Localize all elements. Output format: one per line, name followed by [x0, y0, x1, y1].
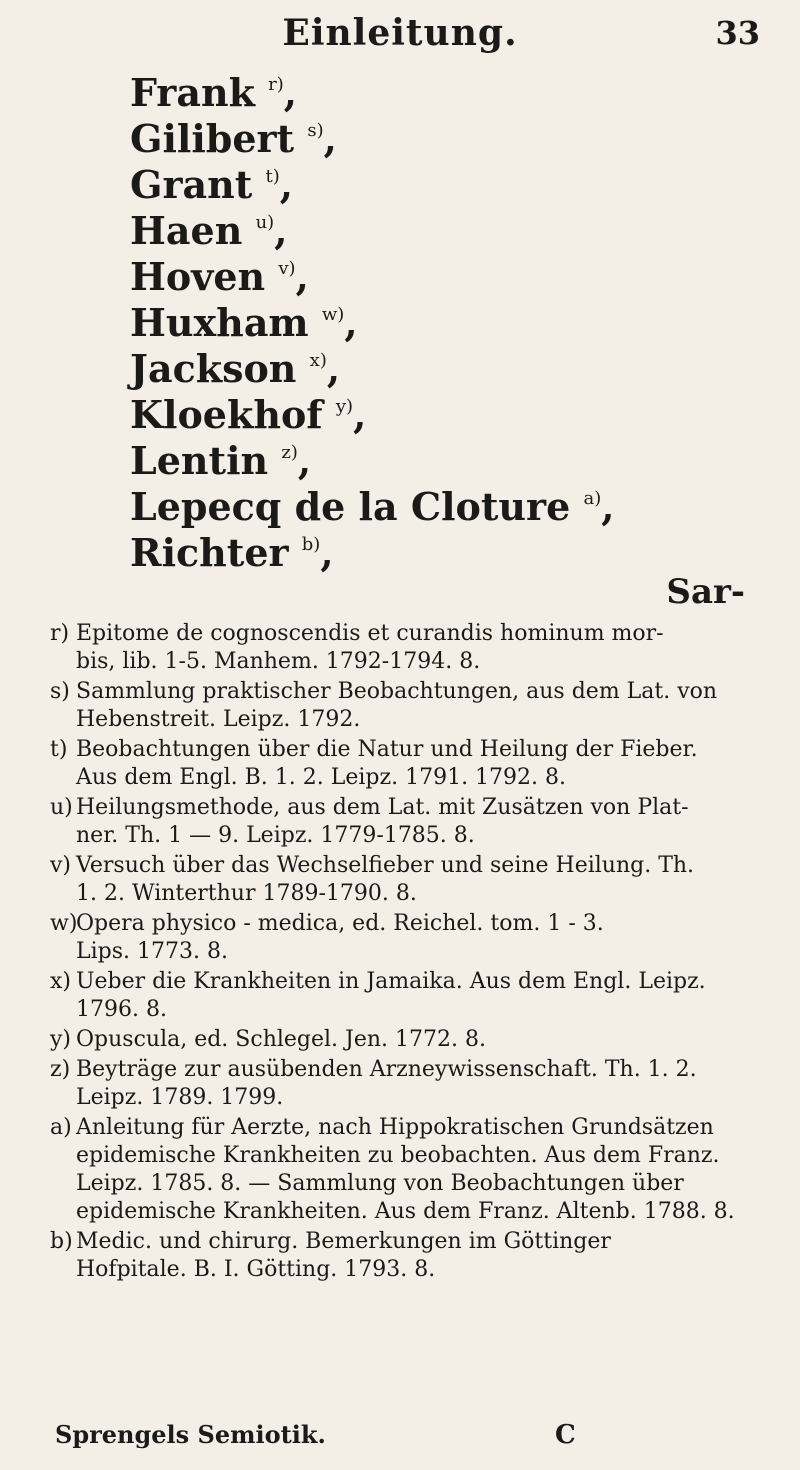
author-name: Grant $^{t)}$,: [130, 162, 294, 207]
signature-mark: C: [555, 1420, 576, 1450]
author-name: Lepecq de la Cloture $^{a)}$,: [130, 484, 615, 529]
author-name: Lentin $^{z)}$,: [130, 438, 312, 483]
signature-line: Sprengels Semiotik.: [55, 1420, 326, 1449]
author-name: Hoven $^{v)}$,: [130, 254, 309, 299]
author-name: Kloekhof $^{y)}$,: [130, 392, 367, 437]
author-name: Gilibert $^{s)}$,: [130, 116, 337, 161]
author-name: Jackson $^{x)}$,: [130, 346, 341, 391]
author-name: Haen $^{u)}$,: [130, 208, 288, 253]
footnotes: [50, 620, 770, 1286]
running-title: Einleitung.: [282, 12, 518, 54]
page-number: 33: [715, 14, 760, 52]
footnote: u) Heilungsmethode, aus dem Lat. mit Zusätzen von Plat- ner. Th. 1 — 9. Leipz. 1779-1785. 8.: [50, 795, 689, 848]
footnote: z) Beyträge zur ausübenden Arzneywissenschaft. Th. 1. 2. Leipz. 1789. 1799.: [50, 1057, 697, 1110]
footnote: x) Ueber die Krankheiten in Jamaika. Aus dem Engl. Leipz. 1796. 8.: [50, 969, 706, 1022]
author-name: Frank $^{r)}$,: [130, 70, 298, 115]
author-name: Richter $^{b)}$,: [130, 530, 334, 575]
catchword: Sar-: [666, 572, 745, 612]
footnote: a) Anleitung für Aerzte, nach Hippokratischen Grundsätzen epidemische Krankheiten zu beobachten. Aus dem Franz. Leipz. 1785. 8. — Sammlung von Beobachtungen über epidemische Krankheiten. Aus dem Franz. Altenb. 1788. 8.: [50, 1115, 735, 1224]
footnote: w)Opera physico - medica, ed. Reichel. tom. 1 - 3. Lips. 1773. 8.: [50, 911, 604, 964]
footnote: v) Versuch über das Wechselfieber und seine Heilung. Th. 1. 2. Winterthur 1789-1790. 8.: [50, 853, 695, 906]
page-header: [0, 10, 800, 60]
author-name-list: [130, 62, 615, 575]
page-footer: [55, 1420, 755, 1456]
footnote: b) Medic. und chirurg. Bemerkungen im Göttinger Hofpitale. B. I. Götting. 1793. 8.: [50, 1229, 611, 1282]
footnote: t) Beobachtungen über die Natur und Heilung der Fieber. Aus dem Engl. B. 1. 2. Leipz. 1791. 1792. 8.: [50, 737, 698, 790]
footnote: s) Sammlung praktischer Beobachtungen, aus dem Lat. von Hebenstreit. Leipz. 1792.: [50, 679, 718, 732]
footnote: y) Opuscula, ed. Schlegel. Jen. 1772. 8.: [50, 1027, 486, 1052]
author-name: Huxham $^{w)}$,: [130, 300, 358, 345]
footnote: r) Epitome de cognoscendis et curandis hominum mor- bis, lib. 1-5. Manhem. 1792-1794. 8.: [50, 621, 664, 674]
